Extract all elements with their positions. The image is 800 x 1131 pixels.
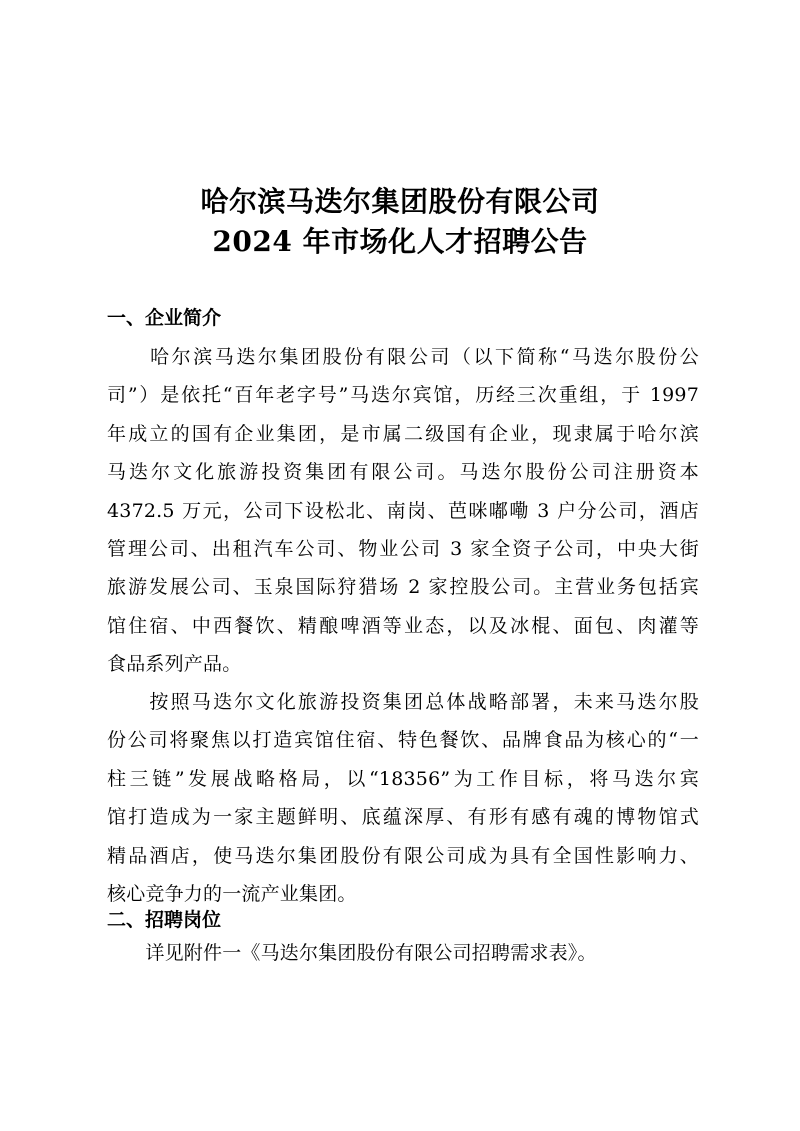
paragraph-line: 馆住宿、中西餐饮、精酿啤酒等业态，以及冰棍、面包、肉灌等 [107, 614, 699, 637]
paragraph-line: 4372.5 万元，公司下设松北、南岗、芭咪嘟嘞 3 户分公司，酒店 [107, 499, 699, 522]
paragraph-line: 哈尔滨马迭尔集团股份有限公司（以下简称“马迭尔股份公 [107, 346, 699, 368]
paragraph-line: 柱三链”发展战略格局，以“18356”为工作目标，将马迭尔宾 [107, 767, 699, 790]
section-heading-company-profile: 一、企业简介 [107, 307, 222, 329]
paragraph-company-intro [107, 338, 699, 684]
paragraph-positions-reference [107, 934, 699, 972]
paragraph-line: 份公司将聚焦以打造宾馆住宿、特色餐饮、品牌食品为核心的“一 [107, 729, 699, 752]
paragraph-line: 详见附件一《马迭尔集团股份有限公司招聘需求表》。 [107, 942, 597, 964]
paragraph-strategy [107, 683, 699, 913]
paragraph-line: 精品酒店，使马迭尔集团股份有限公司成为具有全国性影响力、 [107, 844, 699, 867]
paragraph-line: 核心竞争力的一流产业集团。 [107, 882, 357, 905]
paragraph-line: 按照马迭尔文化旅游投资集团总体战略部署，未来马迭尔股 [107, 691, 699, 713]
paragraph-line: 管理公司、出租汽车公司、物业公司 3 家全资子公司，中央大街 [107, 537, 699, 560]
paragraph-line: 司”）是依托“百年老字号”马迭尔宾馆，历经三次重组，于 1997 [107, 384, 699, 407]
paragraph-line: 年成立的国有企业集团，是市属二级国有企业，现隶属于哈尔滨 [107, 422, 699, 445]
section-heading-positions: 二、招聘岗位 [107, 909, 222, 931]
paragraph-line: 食品系列产品。 [107, 653, 242, 676]
paragraph-line: 马迭尔文化旅游投资集团有限公司。马迭尔股份公司注册资本 [107, 461, 699, 484]
paragraph-line: 旅游发展公司、玉泉国际狩猎场 2 家控股公司。主营业务包括宾 [107, 576, 699, 599]
document-title-line-1: 哈尔滨马迭尔集团股份有限公司 [200, 185, 600, 218]
paragraph-line: 馆打造成为一家主题鲜明、底蕴深厚、有形有感有魂的博物馆式 [107, 806, 699, 829]
document-title-line-2: 2024 年市场化人才招聘公告 [212, 225, 588, 258]
